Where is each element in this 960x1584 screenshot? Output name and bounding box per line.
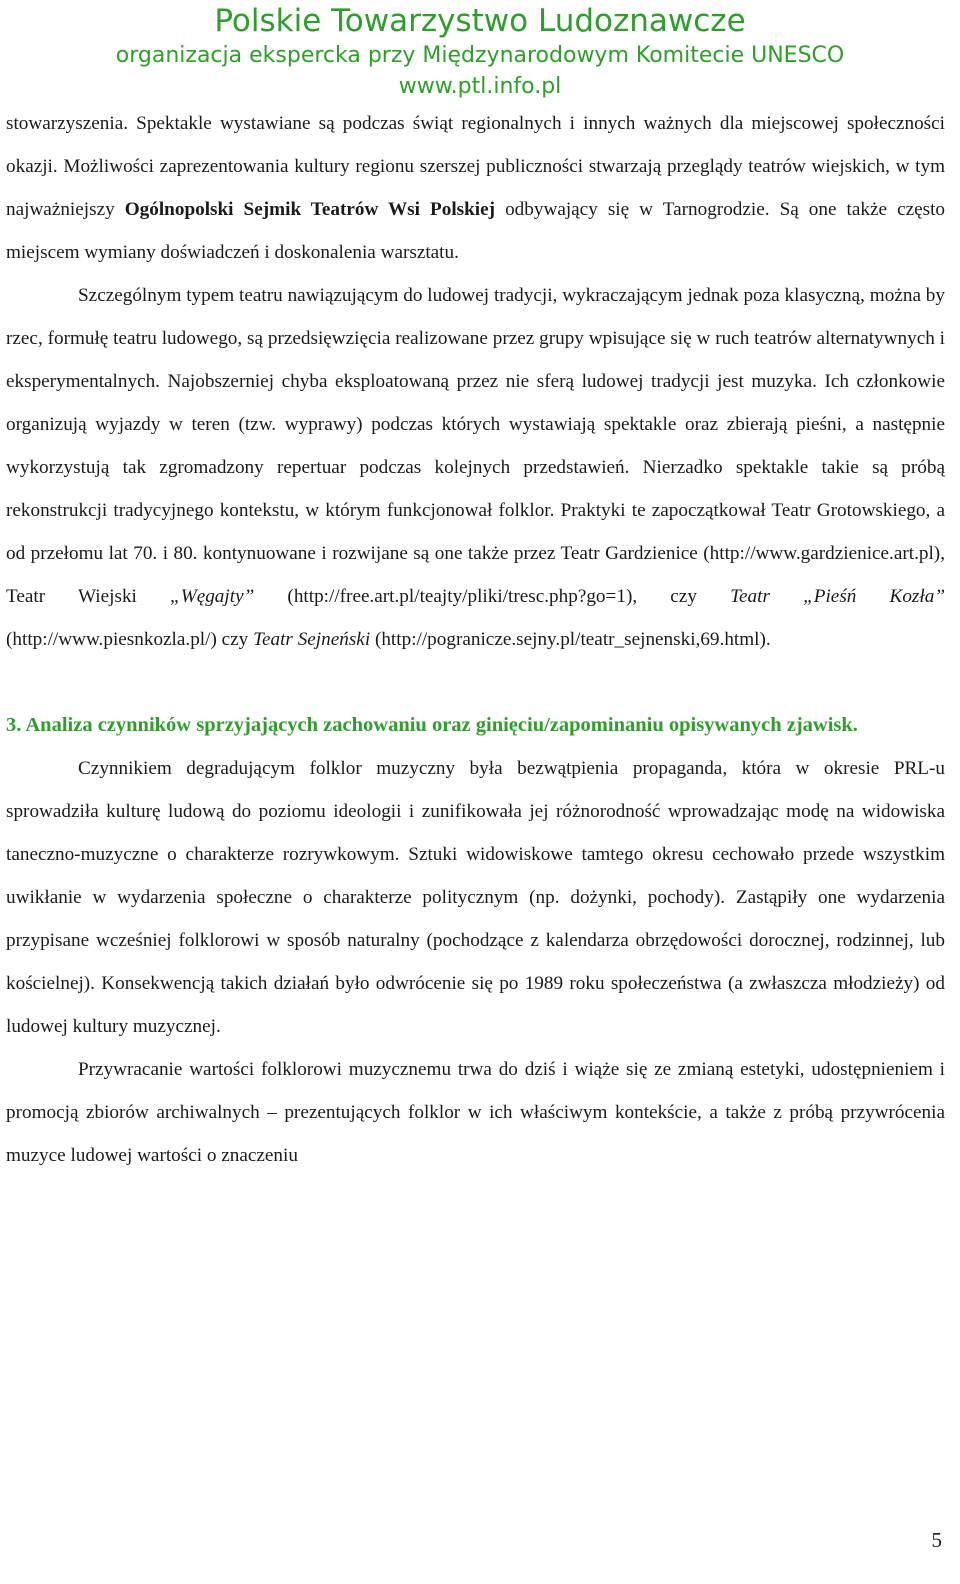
document-body	[6, 102, 945, 1177]
festival-name: Ogólnopolski Sejmik Teatrów Wsi Polskiej	[124, 199, 496, 220]
theatre-name-piesn-kozla: Teatr „Pieśń Kozła”	[730, 586, 945, 607]
organization-subtitle: organizacja ekspercka przy Międzynarodowym Komitecie UNESCO	[115, 43, 845, 68]
paragraph-2: Szczególnym typem teatru nawiązującym do ludowej tradycji, wykraczającym jednak poza klasyczną, można by rzec, formułę teatru ludowego, są przedsięwzięcia realizowane przez grupy wpisujące się w ruch teatrów alternatywnych i eksperymentalnych. Najobszerniej chyba eksploatowaną przez nie sferą ludowej tradycji jest muzyka. Ich członkowie organizują wyjazdy w teren (tzw. wyprawy) podczas których wystawiają spektakle oraz zbierają pieśni, a następnie wykorzystują tak zgromadzony repertuar podczas kolejnych przedstawień. Nierzadko spektakle takie są próbą rekonstrukcji tradycyjnego kontekstu, w którym funkcjonował folklor. Praktyki te zapoczątkował Teatr Grotowskiego, a od przełomu lat 70. i 80. kontynuowane i rozwijane są one także przez Teatr Gardzienice (http://www.gardzienice.art.pl), Teatr Wiejski „Węgajty” (http://free.art.pl/teajty/pliki/tresc.php?go=1), czy Teatr „Pieśń Kozła” (http://www.piesnkozla.pl/) czy Teatr Sejneński (http://pogranicze.sejny.pl/teatr_sejnenski,69.html).	[6, 285, 945, 650]
page-header	[0, 0, 960, 102]
theatre-name-wegajty: „Węgajty”	[170, 586, 255, 607]
paragraph-4: Przywracanie wartości folklorowi muzycznemu trwa do dziś i wiąże się ze zmianą estetyki, udostępnieniem i promocją zbiorów archiwalnych – prezentujących folklor w ich właściwym kontekście, a także z próbą przywrócenia muzyce ludowej wartości o znaczeniu	[6, 1059, 945, 1166]
organization-url[interactable]: www.ptl.info.pl	[398, 74, 562, 99]
organization-title: Polskie Towarzystwo Ludoznawcze	[214, 3, 746, 39]
theatre-name-sejnenski: Teatr Sejneński	[253, 629, 371, 650]
page-number: 5	[931, 1528, 942, 1552]
section-heading: 3. Analiza czynników sprzyjających zachowaniu oraz ginięciu/zapominaniu opisywanych zjawisk.	[6, 714, 858, 736]
paragraph-1: stowarzyszenia. Spektakle wystawiane są podczas świąt regionalnych i innych ważnych dla miejscowej społeczności okazji. Możliwości zaprezentowania kultury regionu szerszej publiczności stwarzają przeglądy teatrów wiejskich, w tym najważniejszy Ogólnopolski Sejmik Teatrów Wsi Polskiej odbywający się w Tarnogrodzie. Są one także często miejscem wymiany doświadczeń i doskonalenia warsztatu.	[6, 113, 946, 263]
paragraph-3: Czynnikiem degradującym folklor muzyczny była bezwątpienia propaganda, która w okresie PRL-u sprowadziła kulturę ludową do poziomu ideologii i zunifikowała jej różnorodność wprowadzając modę na widowiska taneczno-muzyczne o charakterze rozrywkowym. Sztuki widowiskowe tamtego okresu cechowało przede wszystkim uwikłanie w wydarzenia społeczne o charakterze politycznym (np. dożynki, pochody). Zastąpiły one wydarzenia przypisane wcześniej folklorowi w sposób naturalny (pochodzące z kalendarza obrzędowości dorocznej, rodzinnej, lub kościelnej). Konsekwencją takich działań było odwrócenie się po 1989 roku społeczeństwa (a zwłaszcza młodzieży) od ludowej kultury muzycznej.	[6, 758, 945, 1037]
